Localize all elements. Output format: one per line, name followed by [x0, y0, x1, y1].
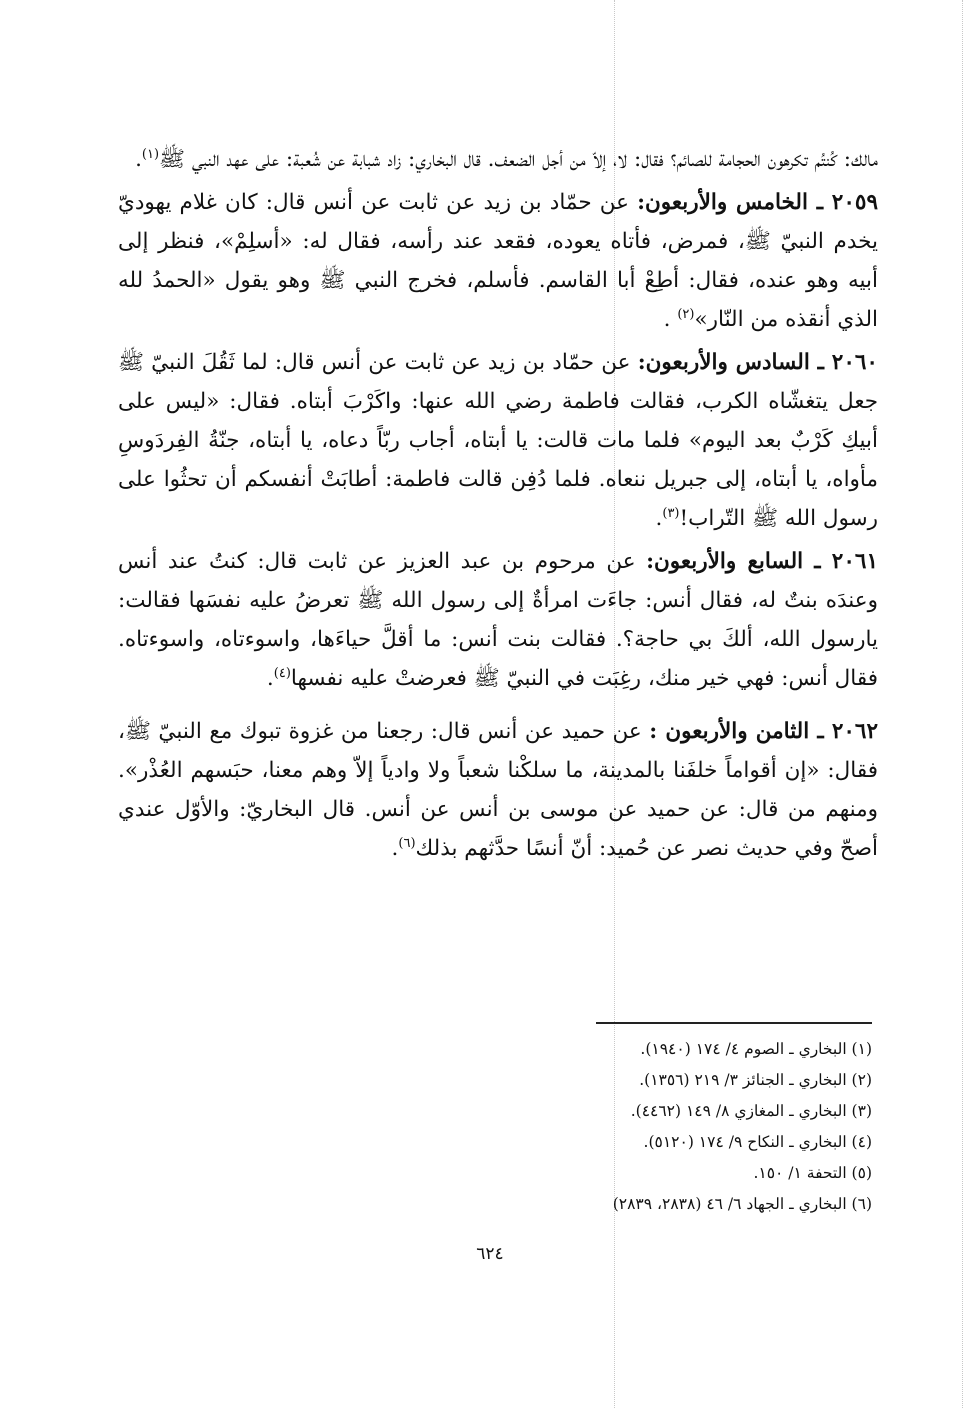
footnote-separator — [596, 1022, 872, 1024]
hadith-heading: ٢٠٥٩ ـ الخامس والأربعون: — [637, 190, 878, 215]
footnote-item: (٥) التحفة ١/ ١٥٠. — [753, 1164, 872, 1182]
hadith-text: عن حميد عن أنس قال: رجعنا من غزوة تبوك مع النبيّ ﷺ، فقال: «إن أقواماً خلفَنا بالمدينة، ما سلكْنا شعباً ولا وادياً إلاّ وهم معنا، حبَسهم العُذْر». ومنهم من قال: عن حميد عن موسى بن أنس عن أنس. قال البخاريّ: والأوّل عندي أصحّ وفي حديث نصر عن حُميد: أنّ أنسًا حدَّثهم بذلك — [118, 719, 878, 861]
footnote-ref: (٦) — [398, 835, 416, 851]
hadith-2061: ٢٠٦١ ـ السابع والأربعون: عن مرحوم بن عبد العزيز عن ثابت قال: كنتُ عند أنس وعندَه بنتٌ له، فقال أنس: جاءَت امرأةٌ إلى رسول الله ﷺ تعرضُ عليه نفسَها فقالت: يارسول الله، ألكَ بي حاجة؟. فقالت بنت أنس: ما أقلَّ حياءَها، واسوءتاه، واسوءتاه. فقال أنس: فهي خير منك، رغِبَت في النبيّ ﷺ فعرضتْ عليه نفسها$^{(٤)}$. — [118, 549, 878, 691]
hadith-text: عن حمّاد بن زيد عن ثابت عن أنس قال: كان غلام يهوديّ يخدم النبيّ ﷺ، فمرض، فأتاه يعوده، فقعد عند رأسه، فقال له: «أسلِمْ»، فنظر إلى أبيه وهو عنده، فقال: أطِعْ أبا القاسم. فأسلم، فخرج النبي ﷺ وهو يقول «الحمدُ لله الذي أنقذه من النّار» — [118, 190, 878, 332]
footnote-ref: (٤) — [273, 665, 291, 681]
footnote-ref: (٢) — [677, 306, 695, 322]
hadith-heading: ٢٠٦٠ ـ السادس والأربعون: — [637, 350, 878, 375]
scan-edge-line — [962, 0, 963, 1408]
footnote-item: (٣) البخاري ـ المغازي ٨/ ١٤٩ (٤٤٦٢). — [630, 1102, 872, 1120]
footnote-item: (١) البخاري ـ الصوم ٤/ ١٧٤ (١٩٤٠). — [640, 1040, 872, 1058]
footnote-item: (٢) البخاري ـ الجنائز ٣/ ٢١٩ (١٣٥٦). — [639, 1071, 872, 1089]
hadith-text: عن مرحوم بن عبد العزيز عن ثابت قال: كنتُ عند أنس وعندَه بنتٌ له، فقال أنس: جاءَت امرأةٌ إلى رسول الله ﷺ تعرضُ عليه نفسَها فقالت: يارسول الله، ألكَ بي حاجة؟. فقالت بنت أنس: ما أقلَّ حياءَها، واسوءتاه، واسوءتاه. فقال أنس: فهي خير منك، رغِبَت في النبيّ ﷺ فعرضتْ عليه نفسها — [118, 549, 878, 691]
hadith-text: عن حمّاد بن زيد عن ثابت عن أنس قال: لما ثَقُلَ النبيّ ﷺ جعل يتغشّاه الكرب، فقالت فاطمة رضي الله عنها: واكَرْبَ أبتاه. فقال: «ليس على أبيكِ كَرْبٌ بعد اليوم» فلما مات قالت: يا أبتاه، أجاب ربّاً دعاه، يا أبتاه، جنّةُ الفِردَوسِ مأواه، يا أبتاه، إلى جبريل ننعاه. فلما دُفِن قالت فاطمة: أطابَتْ أنفسكم أن تحثُوا على رسول الله ﷺ التّراب! — [118, 350, 878, 531]
page-number: ٦٢٤ — [476, 1244, 504, 1264]
hadith-2060: ٢٠٦٠ ـ السادس والأربعون: عن حمّاد بن زيد عن ثابت عن أنس قال: لما ثَقُلَ النبيّ ﷺ جعل يتغشّاه الكرب، فقالت فاطمة رضي الله عنها: واكَرْبَ أبتاه. فقال: «ليس على أبيكِ كَرْبٌ بعد اليوم» فلما مات قالت: يا أبتاه، أجاب ربّاً دعاه، يا أبتاه، جنّةُ الفِردَوسِ مأواه، يا أبتاه، إلى جبريل ننعاه. فلما دُفِن قالت فاطمة: أطابَتْ أنفسكم أن تحثُوا على رسول الله ﷺ التّراب!$^{(٣)}$. — [118, 350, 878, 531]
hadith-2062: ٢٠٦٢ ـ الثامن والأربعون : عن حميد عن أنس قال: رجعنا من غزوة تبوك مع النبيّ ﷺ، فقال: «إن أقواماً خلفَنا بالمدينة، ما سلكْنا شعباً ولا وادياً إلاّ وهم معنا، حبَسهم العُذْر». ومنهم من قال: عن حميد عن موسى بن أنس عن أنس. قال البخاريّ: والأوّل عندي أصحّ وفي حديث نصر عن حُميد: أنّ أنسًا حدَّثهم بذلك$^{(٦)}$. — [118, 719, 879, 861]
hadith-heading: ٢٠٦٢ ـ الثامن والأربعون : — [649, 719, 879, 744]
paragraph-intro: مالك: كُنتُم تكرهون الحجامة للصائم؟ فقال: لا، إلاّ من أجل الضعف. قال البخاري: زاد شبابة عن شُعبة: على عهد النبي ﷺ$^{(١)}$. — [135, 146, 878, 172]
main-text — [118, 140, 878, 872]
footnotes — [420, 1034, 872, 1220]
hadith-text: مالك: كُنتُم تكرهون الحجامة للصائم؟ فقال: لا، إلاّ من أجل الضعف. قال البخاري: زاد شبابة عن شُعبة: على عهد النبي ﷺ — [159, 147, 878, 172]
hadith-2059: ٢٠٥٩ ـ الخامس والأربعون: عن حمّاد بن زيد عن ثابت عن أنس قال: كان غلام يهوديّ يخدم النبيّ ﷺ، فمرض، فأتاه يعوده، فقعد عند رأسه، فقال له: «أسلِمْ»، فنظر إلى أبيه وهو عنده، فقال: أطِعْ أبا القاسم. فأسلم، فخرج النبي ﷺ وهو يقول «الحمدُ لله الذي أنقذه من النّار»$^{(٢)}$ . — [118, 190, 878, 332]
footnote-ref: (١) — [141, 146, 160, 162]
hadith-heading: ٢٠٦١ ـ السابع والأربعون: — [646, 549, 878, 574]
footnote-ref: (٣) — [662, 505, 680, 521]
footnote-item: (٦) البخاري ـ الجهاد ٦/ ٤٦ (٢٨٣٨، ٢٨٣٩) — [612, 1195, 872, 1213]
footnote-item: (٤) البخاري ـ النكاح ٩/ ١٧٤ (٥١٢٠). — [643, 1133, 872, 1151]
